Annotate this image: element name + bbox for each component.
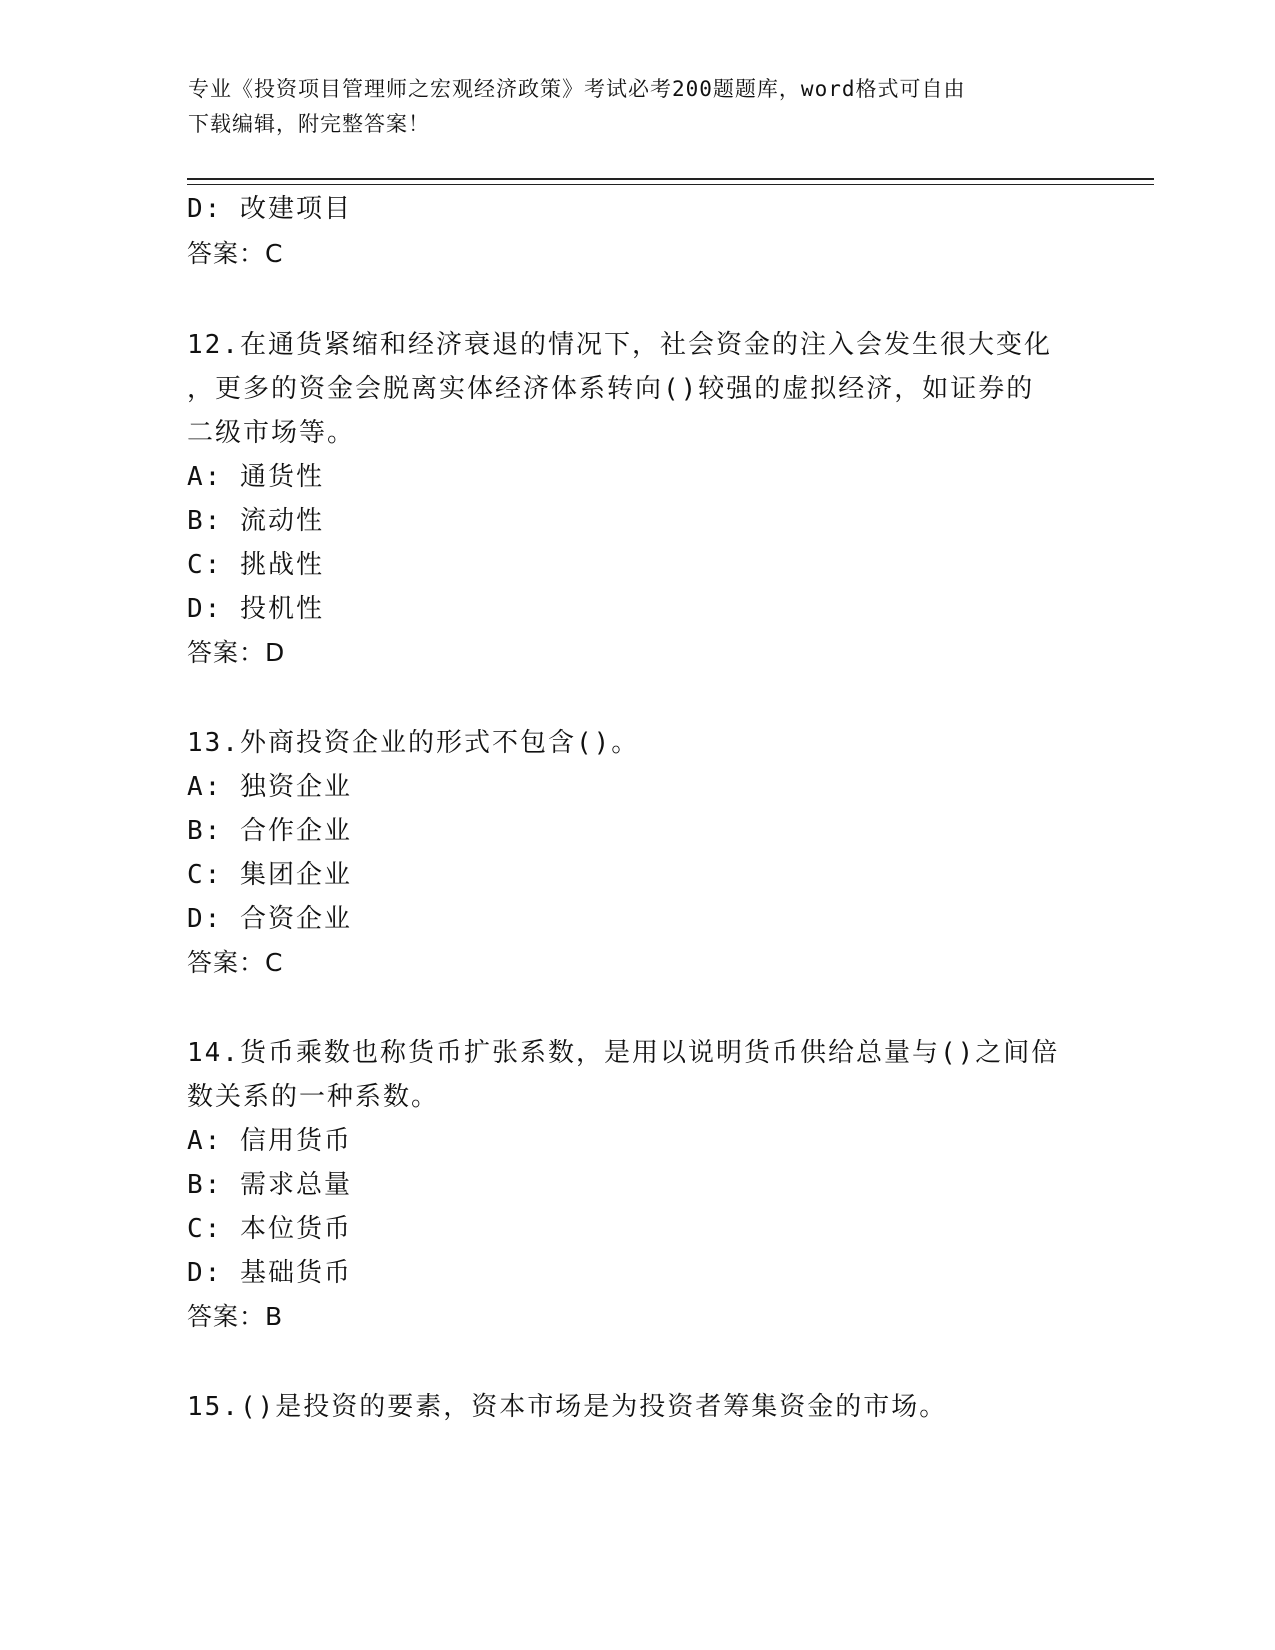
- prev-answer: 答案：C: [187, 239, 284, 268]
- q14-text-line-1: 14.货币乘数也称货币扩张系数，是用以说明货币供给总量与()之间倍: [187, 1038, 1060, 1068]
- header-line-1: 专业《投资项目管理师之宏观经济政策》考试必考200题题库，word格式可自由: [188, 77, 966, 101]
- q14-text-line-2: 数关系的一种系数。: [187, 1082, 440, 1112]
- document-header: [188, 72, 1088, 142]
- q12-option-b: B: 流动性: [187, 506, 324, 536]
- header-divider-thick: [187, 178, 1154, 180]
- q14-option-c: C: 本位货币: [187, 1214, 352, 1244]
- q14-answer: 答案：B: [187, 1302, 284, 1331]
- q12-option-a: A: 通货性: [187, 462, 324, 492]
- q14-option-a: A: 信用货币: [187, 1126, 352, 1156]
- q12-text-line-1: 12.在通货紧缩和经济衰退的情况下，社会资金的注入会发生很大变化: [187, 330, 1052, 360]
- q15-text-line-1: 15.()是投资的要素，资本市场是为投资者筹集资金的市场。: [187, 1392, 948, 1422]
- q13-answer: 答案：C: [187, 948, 284, 977]
- q12-option-c: C: 挑战性: [187, 550, 324, 580]
- q13-option-d: D: 合资企业: [187, 904, 352, 934]
- prev-option-d: D: 改建项目: [187, 194, 352, 224]
- header-line-2: 下载编辑，附完整答案！: [188, 112, 430, 136]
- header-divider-thin: [187, 184, 1154, 185]
- q12-text-line-3: 二级市场等。: [187, 418, 356, 448]
- q13-option-a: A: 独资企业: [187, 772, 352, 802]
- q12-option-d: D: 投机性: [187, 594, 324, 624]
- q13-option-c: C: 集团企业: [187, 860, 352, 890]
- q13-option-b: B: 合作企业: [187, 816, 352, 846]
- q14-option-b: B: 需求总量: [187, 1170, 352, 1200]
- q14-option-d: D: 基础货币: [187, 1258, 352, 1288]
- q12-answer: 答案：D: [187, 638, 286, 667]
- q13-text-line-1: 13.外商投资企业的形式不包含()。: [187, 728, 640, 758]
- q12-text-line-2: ，更多的资金会脱离实体经济体系转向()较强的虚拟经济，如证券的: [187, 374, 1035, 404]
